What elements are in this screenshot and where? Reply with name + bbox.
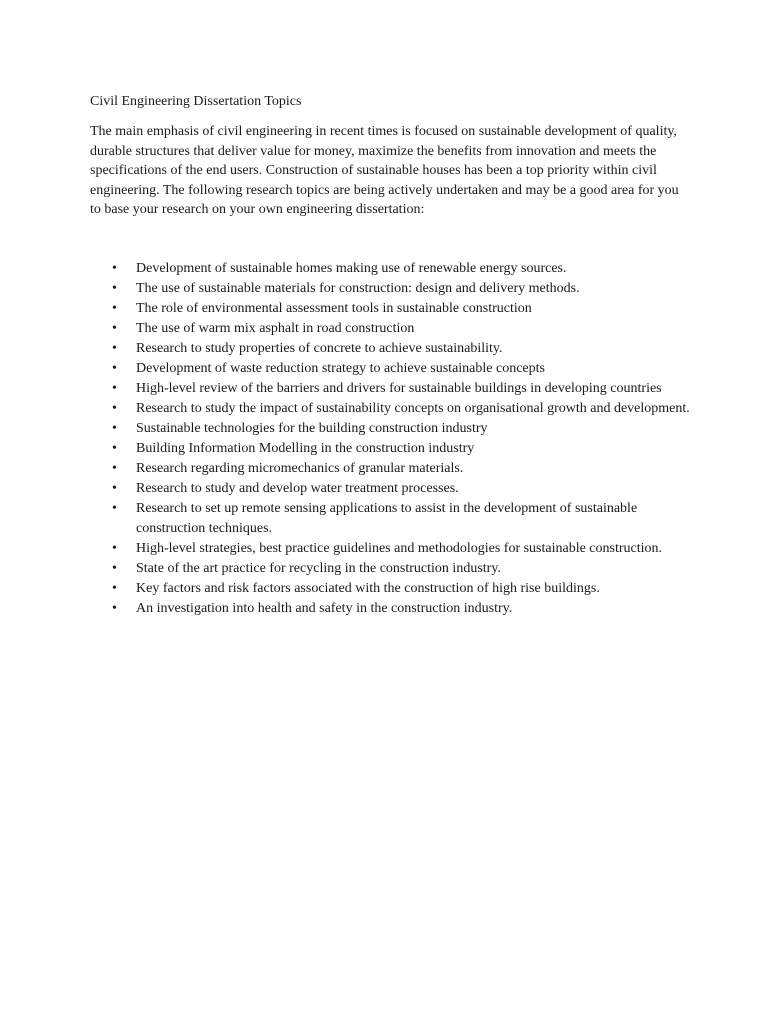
topic-text: Development of sustainable homes making use of renewable energy sources. bbox=[136, 261, 567, 276]
topic-item bbox=[90, 459, 690, 479]
topic-item bbox=[90, 539, 690, 559]
topic-item bbox=[90, 559, 690, 579]
topic-text: High-level review of the barriers and drivers for sustainable buildings in developing countries bbox=[136, 381, 662, 396]
topic-text: Research to study properties of concrete to achieve sustainability. bbox=[136, 341, 503, 356]
topic-item bbox=[90, 319, 690, 339]
bullet-icon: • bbox=[112, 461, 117, 476]
topic-item bbox=[90, 479, 690, 499]
topic-item bbox=[90, 259, 690, 279]
topic-text: Building Information Modelling in the construction industry bbox=[136, 441, 475, 456]
topic-text: State of the art practice for recycling in the construction industry. bbox=[136, 561, 501, 576]
topic-text: The role of environmental assessment tools in sustainable construction bbox=[136, 301, 532, 316]
topic-item bbox=[90, 299, 690, 319]
topic-item bbox=[90, 279, 690, 299]
bullet-icon: • bbox=[112, 341, 117, 356]
topic-item bbox=[90, 379, 690, 399]
topic-item bbox=[90, 359, 690, 379]
bullet-icon: • bbox=[112, 421, 117, 436]
bullet-icon: • bbox=[112, 601, 117, 616]
topic-text: Key factors and risk factors associated with the construction of high rise buildings. bbox=[136, 581, 600, 596]
topic-item bbox=[90, 579, 690, 599]
topic-text: High-level strategies, best practice guidelines and methodologies for sustainable construction. bbox=[136, 541, 663, 556]
topic-text: The use of warm mix asphalt in road construction bbox=[136, 321, 415, 336]
bullet-icon: • bbox=[112, 281, 117, 296]
bullet-icon: • bbox=[112, 561, 117, 576]
topic-item bbox=[90, 599, 690, 619]
bullet-icon: • bbox=[112, 301, 117, 316]
topic-item bbox=[90, 439, 690, 459]
bullet-icon: • bbox=[112, 441, 117, 456]
bullet-icon: • bbox=[112, 541, 117, 556]
topic-list bbox=[90, 259, 690, 619]
topic-text: Sustainable technologies for the building construction industry bbox=[136, 421, 488, 436]
bullet-icon: • bbox=[112, 261, 117, 276]
bullet-icon: • bbox=[112, 501, 117, 516]
intro-paragraph: The main emphasis of civil engineering in recent times is focused on sustainable development of quality, durable structures that deliver value for money, maximize the benefits from innovation and meets the specifications of the end users. Construction of sustainable houses has been a top priority within civil engineering. The following research topics are being actively undertaken and may be a good area for you to base your research on your own engineering dissertation: bbox=[90, 124, 679, 217]
bullet-icon: • bbox=[112, 401, 117, 416]
bullet-icon: • bbox=[112, 321, 117, 336]
topic-item bbox=[90, 499, 690, 539]
topic-text: An investigation into health and safety in the construction industry. bbox=[136, 601, 513, 616]
bullet-icon: • bbox=[112, 361, 117, 376]
topic-text: Research to study and develop water treatment processes. bbox=[136, 481, 459, 496]
topic-text: The use of sustainable materials for construction: design and delivery methods. bbox=[136, 281, 580, 296]
bullet-icon: • bbox=[112, 481, 117, 496]
bullet-icon: • bbox=[112, 581, 117, 596]
topic-text: Research regarding micromechanics of granular materials. bbox=[136, 461, 464, 476]
topic-text: Development of waste reduction strategy to achieve sustainable concepts bbox=[136, 361, 545, 376]
topic-item bbox=[90, 419, 690, 439]
document-title: Civil Engineering Dissertation Topics bbox=[90, 94, 302, 109]
topic-text: Research to study the impact of sustainability concepts on organisational growth and development. bbox=[136, 401, 690, 416]
topic-text: Research to set up remote sensing applications to assist in the development of sustainable construction techniques. bbox=[136, 501, 638, 536]
topic-item bbox=[90, 399, 690, 419]
bullet-icon: • bbox=[112, 381, 117, 396]
topic-item bbox=[90, 339, 690, 359]
